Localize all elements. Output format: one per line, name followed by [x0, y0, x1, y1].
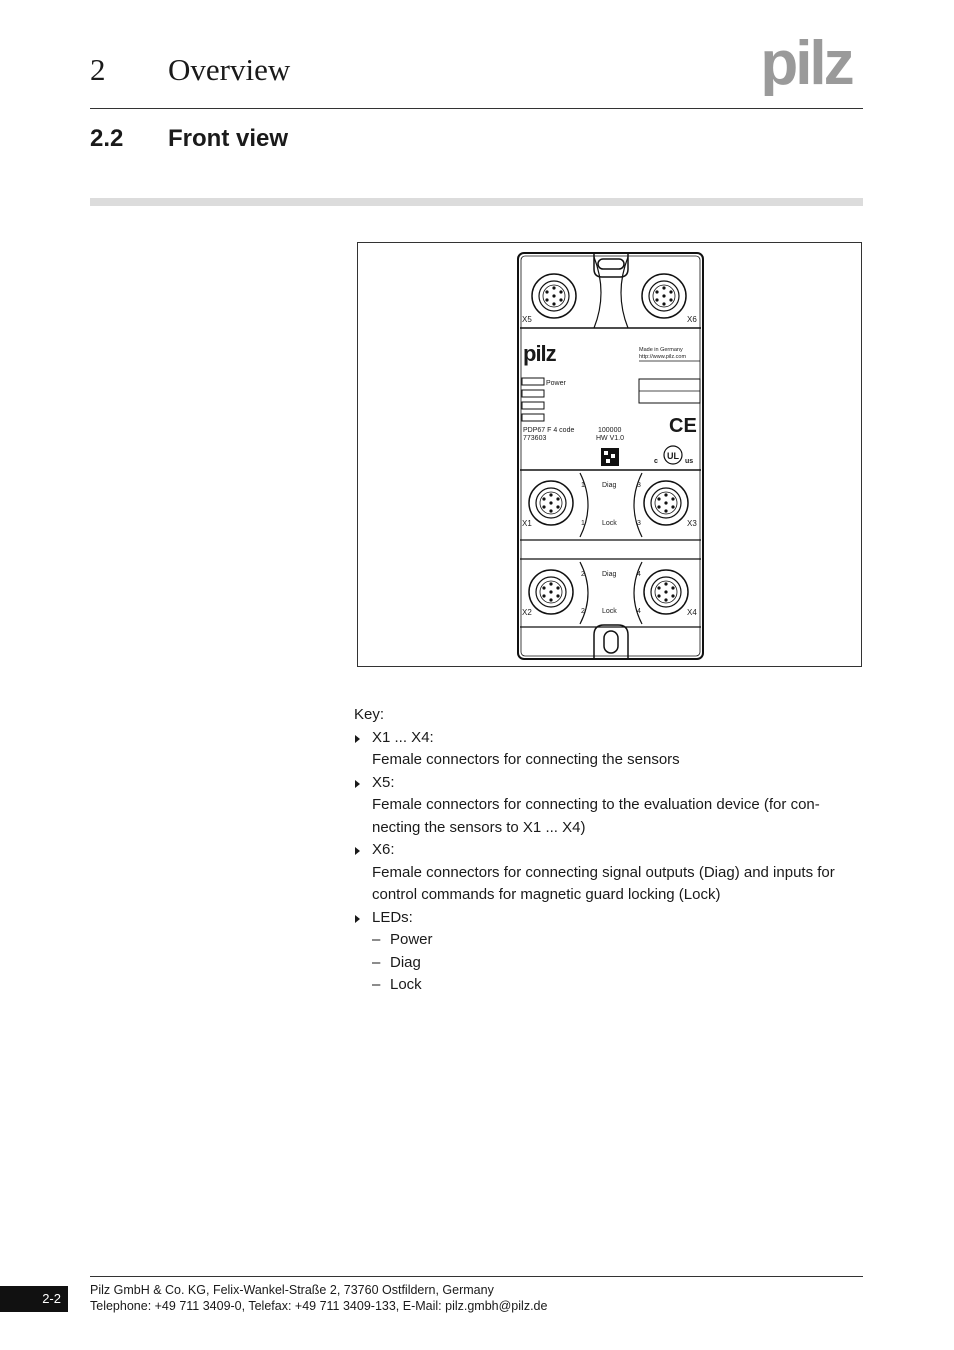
- dash: –: [372, 953, 381, 971]
- lock-label-top: Lock: [602, 520, 617, 527]
- connector-x3: [644, 481, 688, 525]
- ce-mark: CE: [669, 415, 697, 437]
- front-view-figure: [357, 242, 862, 667]
- order-number: 773603: [523, 435, 547, 442]
- footer-rule: [90, 1276, 863, 1277]
- channel-number: 4: [637, 571, 641, 578]
- footer-address: Pilz GmbH & Co. KG, Felix-Wankel-Straße 2, 73760 Ostfildern, Germany: [90, 1283, 494, 1297]
- label-x5: X5: [522, 315, 532, 324]
- channel-number: 1: [581, 482, 585, 489]
- key-description-line: necting the sensors to X1 ... X4): [372, 818, 586, 836]
- key-description-line: Female connectors for connecting signal outputs (Diag) and inputs for: [372, 863, 835, 881]
- triangle-bullet-icon: [355, 735, 360, 743]
- key-label: X1 ... X4:: [372, 728, 434, 746]
- key-list: [354, 727, 866, 997]
- key-title: Key:: [354, 706, 385, 723]
- channel-number: 2: [581, 608, 585, 615]
- section-divider-bar: [90, 198, 863, 206]
- triangle-bullet-icon: [355, 847, 360, 855]
- ul-us: us: [685, 458, 694, 465]
- key-label: X6:: [372, 841, 395, 858]
- connector-x6: [642, 274, 686, 318]
- key-label: X5:: [372, 773, 395, 791]
- led-name: Diag: [390, 953, 421, 971]
- channel-number: 1: [581, 520, 585, 527]
- led-name: Power: [390, 931, 433, 948]
- device-logo: pilz: [523, 341, 556, 366]
- diag-label-bottom: Diag: [602, 571, 617, 578]
- connector-x5: [532, 274, 576, 318]
- label-x6: X6: [687, 315, 697, 324]
- list-item: [354, 727, 866, 772]
- lock-label-bottom: Lock: [602, 608, 617, 615]
- list-item: [354, 772, 866, 840]
- chapter-title: Overview: [168, 52, 291, 87]
- url-label: http://www.pilz.com: [639, 354, 687, 360]
- hw-version: HW V1.0: [596, 435, 625, 442]
- connector-x1: [529, 481, 573, 525]
- led-sub-list: [372, 929, 866, 997]
- label-x1: X1: [522, 519, 532, 528]
- key-description-line: Female connectors for connecting to the evaluation device (for con-: [372, 796, 820, 813]
- label-x2: X2: [522, 608, 532, 617]
- label-x3: X3: [687, 519, 697, 528]
- led-name: Lock: [390, 976, 422, 993]
- dash: –: [372, 931, 381, 948]
- list-item: [354, 839, 866, 907]
- section-number: 2.2: [90, 125, 124, 152]
- led-power-label: Power: [546, 380, 566, 387]
- pilz-logo: [746, 26, 866, 96]
- connector-x2: [529, 570, 573, 614]
- chapter-number: 2: [90, 52, 106, 87]
- product-code: PDP67 F 4 code: [523, 427, 575, 434]
- connector-x4: [644, 570, 688, 614]
- list-item: [372, 952, 866, 975]
- channel-number: 3: [637, 482, 641, 489]
- serial-number: 100000: [598, 427, 622, 434]
- header-rule: [90, 108, 863, 109]
- list-item: [372, 929, 866, 952]
- key-description-line: control commands for magnetic guard locking (Lock): [372, 886, 721, 903]
- ul-text: UL: [667, 451, 679, 461]
- list-item: [372, 974, 866, 997]
- list-item: [354, 907, 866, 997]
- device-drawing: [358, 243, 863, 668]
- figure-key: [354, 704, 866, 997]
- key-description: Female connectors for connecting the sensors: [372, 751, 680, 768]
- footer-contact: Telephone: +49 711 3409-0, Telefax: +49 711 3409-133, E-Mail: pilz.gmbh@pilz.de: [90, 1299, 548, 1313]
- diag-label-top: Diag: [602, 482, 617, 489]
- section-title: Front view: [168, 125, 289, 152]
- ul-c: c: [654, 458, 658, 465]
- triangle-bullet-icon: [355, 915, 360, 923]
- channel-number: 4: [637, 608, 641, 615]
- page-number: 2-2: [0, 1286, 68, 1312]
- made-in-label: Made in Germany: [639, 347, 683, 353]
- key-label: LEDs:: [372, 908, 413, 926]
- logo-text: pilz: [760, 29, 852, 96]
- channel-number: 2: [581, 571, 585, 578]
- channel-number: 3: [637, 520, 641, 527]
- triangle-bullet-icon: [355, 780, 360, 788]
- data-matrix-code: [601, 448, 619, 466]
- dash: –: [372, 976, 381, 993]
- label-x4: X4: [687, 608, 697, 617]
